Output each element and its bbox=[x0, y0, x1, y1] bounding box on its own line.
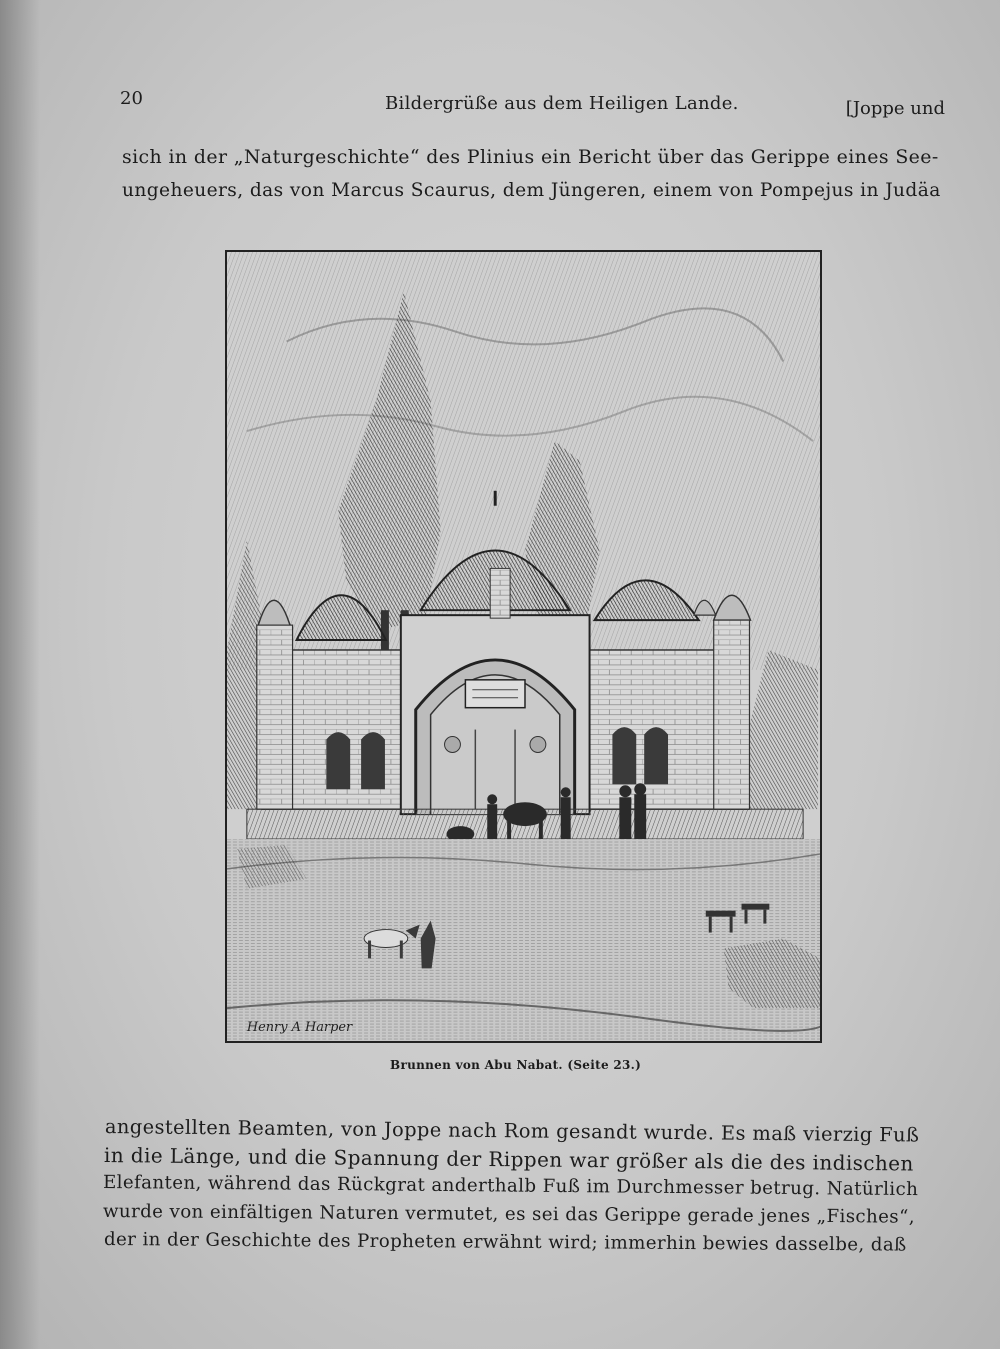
fountain-engraving bbox=[227, 252, 820, 1041]
running-title: Bildergrüße aus dem Heiligen Lande. bbox=[385, 93, 739, 114]
inscription-tablet bbox=[465, 680, 525, 708]
window bbox=[612, 727, 636, 784]
window bbox=[326, 732, 350, 789]
window bbox=[644, 727, 668, 784]
engraving-illustration bbox=[225, 250, 822, 1043]
text-line: in die Länge, und die Spannung der Rippen war größer als die des indischen bbox=[103, 1143, 914, 1176]
text-line: sich in der „Naturgeschichte“ des Plinius ein Bericht über das Gerippe eines See- bbox=[122, 146, 939, 168]
text-line: der in der Geschichte des Propheten erwähnt wird; immerhin bewies dasselbe, daß bbox=[103, 1229, 907, 1256]
page-shadow bbox=[0, 0, 40, 1349]
section-tag: [Joppe und bbox=[845, 98, 945, 119]
text-line: Elefanten, während das Rückgrat anderthalb Fuß im Durchmesser betrug. Natürlich bbox=[102, 1172, 919, 1201]
running-header bbox=[120, 88, 945, 118]
page-number: 20 bbox=[120, 88, 143, 109]
artist-signature: Henry A Harper bbox=[246, 1020, 353, 1036]
figure-caption: Brunnen von Abu Nabat. (Seite 23.) bbox=[390, 1058, 642, 1072]
text-line: ungeheuers, das von Marcus Scaurus, dem Jüngeren, einem von Pompejus in Judäa bbox=[122, 180, 941, 201]
text-line: angestellten Beamten, von Joppe nach Rom gesandt wurde. Es maß vierzig Fuß bbox=[104, 1115, 920, 1147]
text-line: wurde von einfältigen Naturen vermutet, es sei das Gerippe gerade jenes „Fisches“, bbox=[102, 1201, 916, 1228]
window bbox=[361, 732, 385, 789]
